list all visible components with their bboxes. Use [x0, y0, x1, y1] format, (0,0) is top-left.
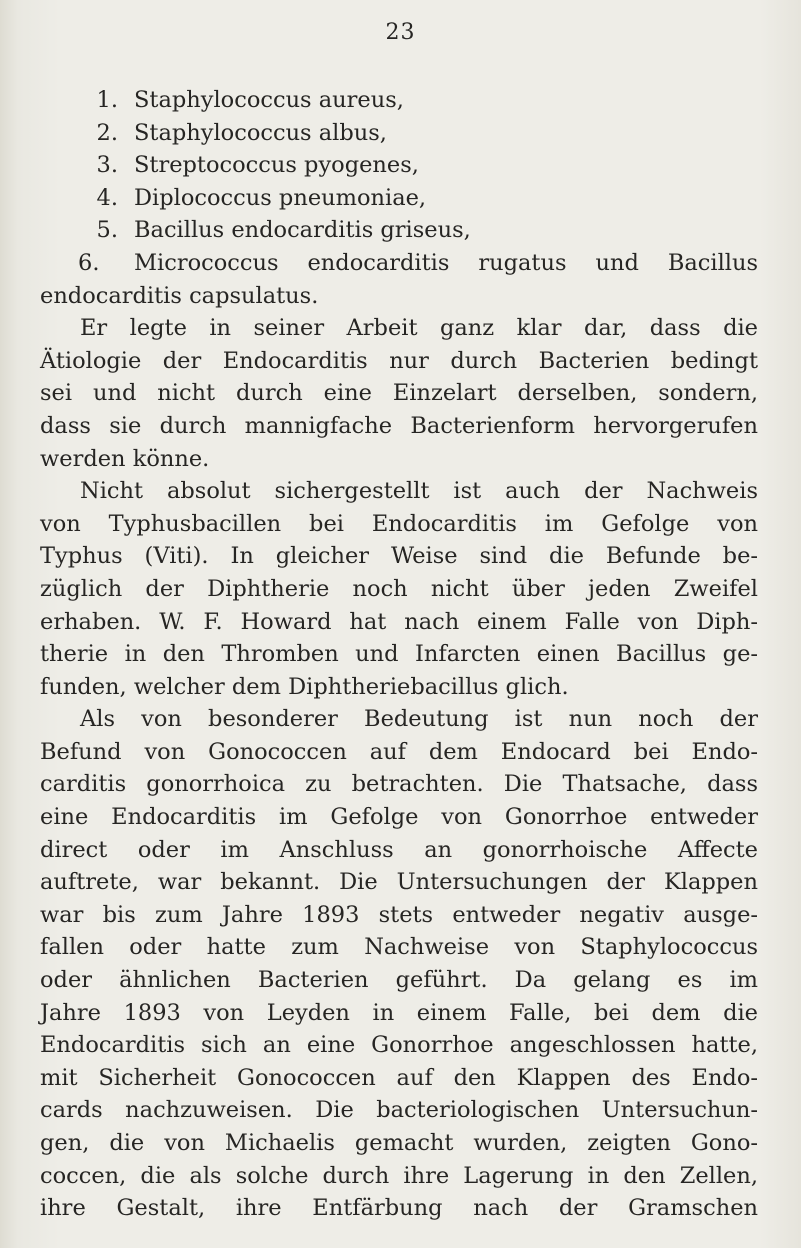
text-line: Endocarditis sich an eine Gonorrhoe angeschlossen hatte, [40, 1032, 758, 1059]
list-item: 4. Diplococcus pneumoniae, [96, 184, 427, 211]
text-line: Typhus (Viti). In gleicher Weise sind die Befunde be- [40, 543, 758, 570]
text-line: ihre Gestalt, ihre Entfärbung nach der Gramschen [40, 1195, 758, 1222]
text-line: werden könne. [40, 445, 210, 472]
list-item: 5. Bacillus endocarditis griseus, [96, 217, 471, 244]
body-text [40, 84, 758, 1225]
text-line: Nicht absolut sichergestellt ist auch der Nachweis [80, 478, 758, 505]
text-line: direct oder im Anschluss an gonorrhoische Affecte [40, 836, 758, 863]
text-line: fallen oder hatte zum Nachweise von Staphylococcus [40, 934, 758, 961]
text-line: mit Sicherheit Gonococcen auf den Klappen des Endo- [40, 1064, 758, 1091]
list-item: 1. Staphylococcus aureus, [96, 87, 404, 113]
text-line: cards nachzuweisen. Die bacteriologischen Untersuchun- [40, 1097, 758, 1124]
text-line: coccen, die als solche durch ihre Lagerung in den Zellen, [40, 1162, 758, 1189]
text-line: gen, die von Michaelis gemacht wurden, zeigten Gono- [40, 1130, 758, 1156]
text-line: carditis gonorrhoica zu betrachten. Die Thatsache, dass [40, 771, 758, 798]
text-line: therie in den Thromben und Infarcten einen Bacillus ge- [40, 641, 758, 668]
text-line: Befund von Gonococcen auf dem Endocard bei Endo- [40, 738, 758, 765]
text-line: Als von besonderer Bedeutung ist nun noch der [80, 706, 758, 733]
text-line: war bis zum Jahre 1893 stets entweder negativ ausge- [40, 901, 758, 928]
text-line: auftrete, war bekannt. Die Untersuchungen der Klappen [40, 869, 758, 896]
text-line: Er legte in seiner Arbeit ganz klar dar, dass die [80, 315, 758, 342]
page-number: 23 [385, 20, 416, 45]
text-line: sei und nicht durch eine Einzelart derselben, sondern, [40, 380, 758, 407]
text-line: eine Endocarditis im Gefolge von Gonorrhoe entweder [40, 804, 758, 831]
text-line: funden, welcher dem Diphtheriebacillus glich. [40, 673, 569, 700]
text-line: züglich der Diphtherie noch nicht über jeden Zweifel [40, 575, 758, 602]
text-line: dass sie durch mannigfache Bacterienform hervorgerufen [40, 412, 758, 439]
text-line: oder ähnlichen Bacterien geführt. Da gelang es im [40, 967, 758, 994]
text-line: endocarditis capsulatus. [40, 282, 319, 309]
text-line: von Typhusbacillen bei Endocarditis im Gefolge von [40, 510, 758, 537]
text-line: Ätiologie der Endocarditis nur durch Bacterien bedingt [40, 347, 758, 374]
text-line: erhaben. W. F. Howard hat nach einem Falle von Diph- [40, 608, 758, 635]
list-item: 6. Micrococcus endocarditis rugatus und Bacillus [78, 249, 758, 276]
list-item: 3. Streptococcus pyogenes, [96, 152, 419, 179]
list-item: 2. Staphylococcus albus, [96, 119, 387, 146]
text-line: Jahre 1893 von Leyden in einem Falle, bei dem die [40, 999, 758, 1026]
